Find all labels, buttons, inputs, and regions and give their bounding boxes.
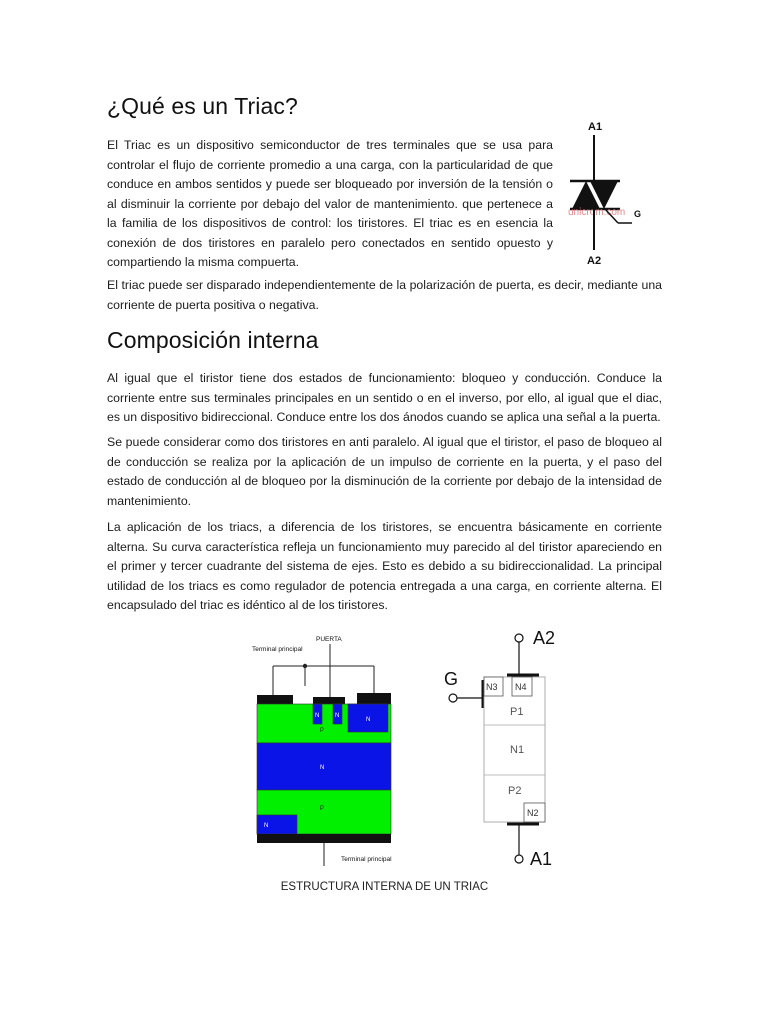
paragraph-composition-1: Al igual que el tiristor tiene dos estados de funcionamiento: bloqueo y conducción. Conduce la corriente entre sus terminales principales en un sentido o en el inverso, por ello, al igual que el diac, es un dispositivo bidireccional. Conduce entre los dos ánodos cuando se aplica una señal a la puerta. [107, 371, 662, 424]
triac-symbol [560, 115, 660, 270]
layer-p2: P2 [508, 785, 522, 797]
symbol-g-label: G [634, 209, 642, 219]
symbol-a1-label: A1 [588, 121, 603, 133]
paragraph-triac-definition: El Triac es un dispositivo semiconductor de tres terminales que se usa para controlar el flujo de corriente promedio a una carga, con la particularidad de que conduce en ambos sentidos y puede ser bloqueado por inversión de la tensión o al disminuir la corriente por debajo del valor de mantenimiento. que pertenece a la familia de los dispositivos de control: los tiristores. El triac es en esencia la conexión de dos tiristores en paralelo pero conectados en sentido opuesto y compartiendo la misma compuerta. [107, 138, 553, 269]
structure-n-gate-1: N [315, 713, 320, 719]
paragraph-composition-3: La aplicación de los triacs, a diferencia de los tiristores, se encuentra básicamente en corriente alterna. Su curva característica refleja un funcionamiento muy parecido al del tiristor apareciendo en el primer y tercer cuadrante del sistema de ejes. Esto es debido a su bidireccionalidad. La principal utilidad de los triacs es como regulador de potencia entregada a una carga, en corriente alterna. El encapsulado del triac es idéntico al de los tiristores. [107, 520, 662, 612]
paragraph-triac-trigger: El triac puede ser disparado independientemente de la polarización de puerta, es decir, mediante una corriente de puerta positiva o negativa. [107, 278, 662, 312]
structure-n-gate-2: N [335, 713, 340, 719]
layer-p1: P1 [510, 706, 524, 718]
section-title-triac: ¿Qué es un Triac? [107, 93, 298, 119]
layer-n2: N2 [527, 808, 539, 818]
layer-g-label: G [444, 669, 459, 689]
structure-terminal-top-label: Terminal principal [252, 646, 303, 653]
structure-gate-label: PUERTA [316, 636, 342, 643]
structure-p-top: P [320, 728, 325, 734]
layer-a1-label: A1 [530, 849, 553, 869]
symbol-a2-label: A2 [587, 255, 602, 267]
structure-p-bottom: P [320, 806, 325, 812]
structure-n-bottom-left: N [264, 823, 269, 829]
layer-a2-label: A2 [533, 628, 556, 648]
structure-n-top-right: N [366, 717, 371, 723]
structure-n-middle: N [320, 765, 325, 771]
structure-terminal-bottom-label: Terminal principal [341, 856, 392, 863]
layer-n4: N4 [515, 682, 527, 692]
figure-caption: ESTRUCTURA INTERNA DE UN TRIAC [280, 881, 489, 893]
layer-n3: N3 [486, 682, 498, 692]
triac-structure-diagram [245, 630, 415, 870]
layer-n1: N1 [510, 744, 525, 756]
paragraph-composition-2: Se puede considerar como dos tiristores en anti paralelo. Al igual que el tiristor, el paso de bloqueo al de conducción se realiza por la aplicación de un impulso de corriente en la puerta, y el paso del estado de conducción al de bloqueo por la disminución de la corriente por debajo de la intensidad de mantenimiento. [107, 435, 662, 508]
triac-layer-diagram [440, 622, 570, 872]
symbol-watermark: unicrom.com [568, 207, 626, 218]
section-title-composition: Composición interna [107, 327, 319, 353]
